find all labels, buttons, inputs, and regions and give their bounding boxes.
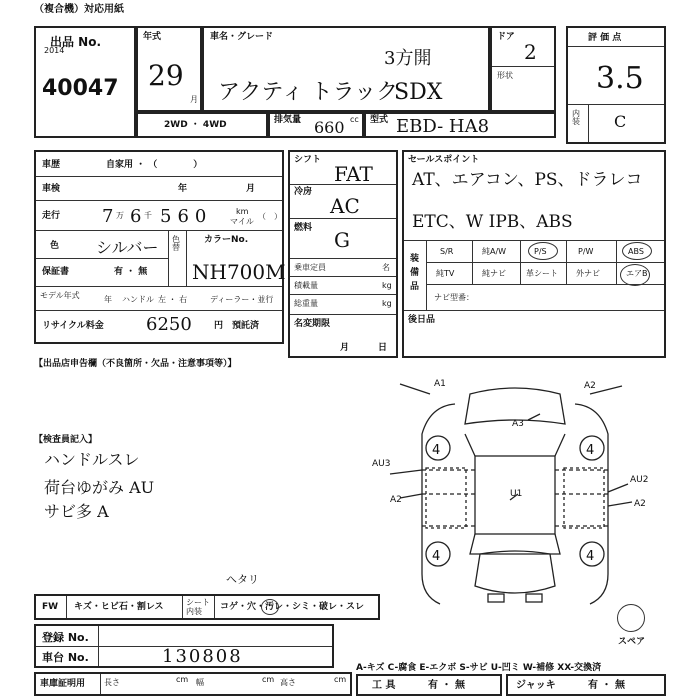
- displacement-unit: cc: [350, 115, 359, 124]
- cert-height-unit: cm: [334, 675, 347, 684]
- drive-box: [136, 112, 268, 138]
- equipment-label: 装備品: [410, 254, 420, 292]
- equip-ps: P/S: [534, 247, 547, 256]
- registration-label: 登録 No.: [42, 631, 89, 644]
- cert-width: 幅: [196, 678, 204, 687]
- mark-a2-top: A2: [584, 381, 596, 391]
- name-note: 3方開: [384, 48, 432, 69]
- mileage-paren: （ ）: [258, 212, 282, 221]
- warranty-label: 保証書: [42, 267, 70, 277]
- inspection-label: 車検: [42, 184, 61, 194]
- equip-airbag-circle: [620, 264, 650, 286]
- wheel-mark-rr: 4: [586, 549, 595, 564]
- fuel-label: 燃料: [294, 223, 313, 233]
- fw-label: FW: [42, 602, 59, 612]
- fw-annotation: ヘタリ: [226, 573, 259, 586]
- mileage-man: 7: [102, 206, 114, 227]
- expiry-month: 月: [340, 343, 350, 353]
- recycle-label: リサイクル料金: [42, 321, 104, 331]
- weight-unit: kg: [382, 299, 392, 308]
- chassis-value: 130808: [162, 646, 243, 667]
- sales-point-line2: ETC、W IPB、ABS: [412, 212, 573, 232]
- mileage-sen: 6: [130, 206, 142, 227]
- name-label: 車名・グレード: [210, 32, 274, 42]
- cert-length-unit: cm: [176, 675, 189, 684]
- damage-legend: A-キズ C-腐食 E-エクボ S-サビ U-凹ミ W-補修 XX-交換済: [356, 663, 602, 673]
- load-unit: kg: [382, 281, 392, 290]
- wheel-mark-rl: 4: [432, 549, 441, 564]
- mark-a2-right: A2: [634, 499, 646, 509]
- load-label: 積載量: [294, 281, 318, 290]
- seat-stain-circle: [261, 599, 279, 615]
- registration-box: [34, 624, 334, 668]
- tools-value: 有 ・ 無: [428, 680, 465, 691]
- fw-box: [34, 594, 380, 620]
- score-label: 評 価 点: [588, 33, 622, 43]
- recycle-unit: 円: [214, 321, 224, 331]
- score-value: 3.5: [596, 61, 644, 96]
- fuel-value: G: [334, 228, 350, 252]
- equip-abs-circle: [622, 242, 652, 260]
- model-year-label: モデル年式: [40, 291, 80, 300]
- inspector-note-1: ハンドルスレ: [44, 450, 140, 469]
- lot-label: 出品 No.: [50, 35, 102, 49]
- color-no-label: カラーNo.: [204, 235, 249, 245]
- seat-items: コゲ・穴・汚レ・シミ・破レ・スレ: [220, 602, 365, 612]
- history-value: 自家用 ・ （ ）: [106, 160, 203, 170]
- door-label: ドア: [497, 32, 515, 42]
- model-type-label: 型式: [370, 115, 389, 125]
- mileage-unit-mile: マイル: [230, 217, 254, 226]
- color-label: 色: [50, 241, 60, 251]
- mileage-unit-km: km: [236, 207, 249, 216]
- equip-ext-navi: 外ナビ: [576, 269, 600, 278]
- wheel-mark-fr: 4: [586, 443, 595, 458]
- tools-box: [356, 674, 502, 696]
- door-box: [490, 26, 556, 112]
- equip-abs: ABS: [628, 247, 644, 256]
- capacity-unit: 名: [382, 263, 390, 272]
- name-box: [202, 26, 490, 112]
- cert-height: 高さ: [280, 678, 296, 687]
- wheel-mark-fl: 4: [432, 443, 441, 458]
- color-value: シルバー: [96, 238, 159, 257]
- history-label: 車歴: [42, 160, 61, 170]
- equip-sr: S/R: [440, 247, 454, 256]
- color-no-value: NH700M: [192, 260, 286, 284]
- mark-au2: AU2: [630, 475, 649, 485]
- navi-label: ナビ型番：: [434, 293, 474, 302]
- vehicle-diagram: [360, 374, 670, 614]
- year-value: 29: [148, 59, 184, 92]
- mileage-rest: 560: [160, 206, 213, 227]
- door-value: 2: [524, 40, 537, 64]
- equip-pw: P/W: [578, 247, 594, 256]
- seat-label: シート内装: [186, 598, 210, 616]
- sales-point-line1: AT、エアコン、PS、ドラレコ: [412, 170, 643, 190]
- capacity-label: 乗車定員: [294, 263, 326, 272]
- mileage-man-unit: 万: [116, 211, 124, 220]
- tools-label: 工 具: [372, 680, 396, 691]
- weight-label: 総重量: [294, 299, 318, 308]
- score-box: [566, 26, 666, 144]
- interior-label: 内装: [572, 109, 580, 126]
- color-change-label: 色替: [172, 235, 180, 252]
- year-box: [136, 26, 202, 112]
- shape-label: 形状: [497, 71, 513, 80]
- certificate-box: [34, 672, 352, 696]
- chassis-label: 車台 No.: [42, 651, 89, 664]
- equip-aw: 純A/W: [482, 247, 507, 256]
- mark-a1: A1: [434, 379, 446, 389]
- cert-length: 長さ: [104, 678, 120, 687]
- shift-label: シフト: [294, 155, 322, 165]
- inspector-note-2: 荷台ゆがみ AU: [44, 478, 155, 497]
- name-grade: SDX: [394, 80, 443, 105]
- sales-point-label: セールスポイント: [408, 155, 480, 165]
- mark-a3: A3: [512, 419, 524, 429]
- model-type-box: [364, 112, 556, 138]
- handle-value: 左 ・ 右: [158, 295, 188, 304]
- left-info-box: [34, 150, 284, 344]
- recycle-value: 6250: [146, 314, 192, 335]
- lot-year-tag: 2014: [44, 46, 65, 55]
- exhibitor-notes-label: 【出品店申告欄（不良箇所・欠品・注意事項等）】: [34, 359, 237, 369]
- after-date-label: 後日品: [408, 315, 436, 325]
- equip-leather: 革シート: [526, 269, 558, 278]
- model-year-year: 年: [104, 295, 112, 304]
- center-info-box: [288, 150, 398, 358]
- interior-value: C: [614, 112, 627, 131]
- year-label: 年式: [143, 32, 162, 42]
- header-note: （複合機）対応用紙: [34, 4, 124, 15]
- inspection-month: 月: [246, 184, 256, 194]
- inspection-year: 年: [178, 184, 188, 194]
- warranty-value: 有 ・ 無: [114, 267, 148, 277]
- jack-value: 有 ・ 無: [588, 680, 625, 691]
- name-model: アクティ トラック: [218, 80, 399, 105]
- mileage-sen-unit: 千: [144, 211, 152, 220]
- right-info-box: [402, 150, 666, 358]
- jack-label: ジャッキ: [516, 680, 556, 691]
- displacement-box: [268, 112, 364, 138]
- mark-a2-left: A2: [390, 495, 402, 505]
- expiry-day: 日: [378, 343, 388, 353]
- spare-label: スペア: [618, 637, 646, 647]
- displacement-label: 排気量: [274, 115, 302, 125]
- expiry-label: 名変期限: [294, 319, 331, 329]
- fw-items: キズ・ヒビ石・割レス: [74, 602, 164, 612]
- spare-tire-icon: [617, 604, 645, 632]
- year-suffix: 月: [190, 95, 198, 104]
- shift-value: FAT: [334, 162, 373, 186]
- model-type-value: EBD- HA8: [396, 116, 490, 137]
- lot-box: [34, 26, 136, 138]
- cert-width-unit: cm: [262, 675, 275, 684]
- drive-label: 2WD ・ 4WD: [164, 120, 227, 130]
- handle-label: ハンドル: [122, 295, 154, 304]
- equip-ps-circle: [528, 242, 558, 260]
- lot-number: 40047: [42, 76, 119, 101]
- certificate-label: 車庫証明用: [40, 679, 86, 689]
- aircon-value: AC: [330, 194, 360, 218]
- recycle-deposit: 預託済: [232, 321, 260, 331]
- dealer-label: ディーラー・並行: [210, 295, 274, 304]
- displacement-value: 660: [314, 118, 345, 137]
- equip-tv: 純TV: [436, 269, 455, 278]
- mark-au3: AU3: [372, 459, 391, 469]
- equip-airbag: エアB: [626, 269, 648, 278]
- mark-u1: U1: [510, 489, 523, 499]
- aircon-label: 冷房: [294, 187, 313, 197]
- mileage-label: 走行: [42, 211, 61, 221]
- jack-box: [506, 674, 666, 696]
- inspector-notes-label: 【検査員記入】: [34, 435, 98, 445]
- inspector-note-3: サビ多 A: [44, 502, 109, 521]
- equip-navi: 純ナビ: [482, 269, 506, 278]
